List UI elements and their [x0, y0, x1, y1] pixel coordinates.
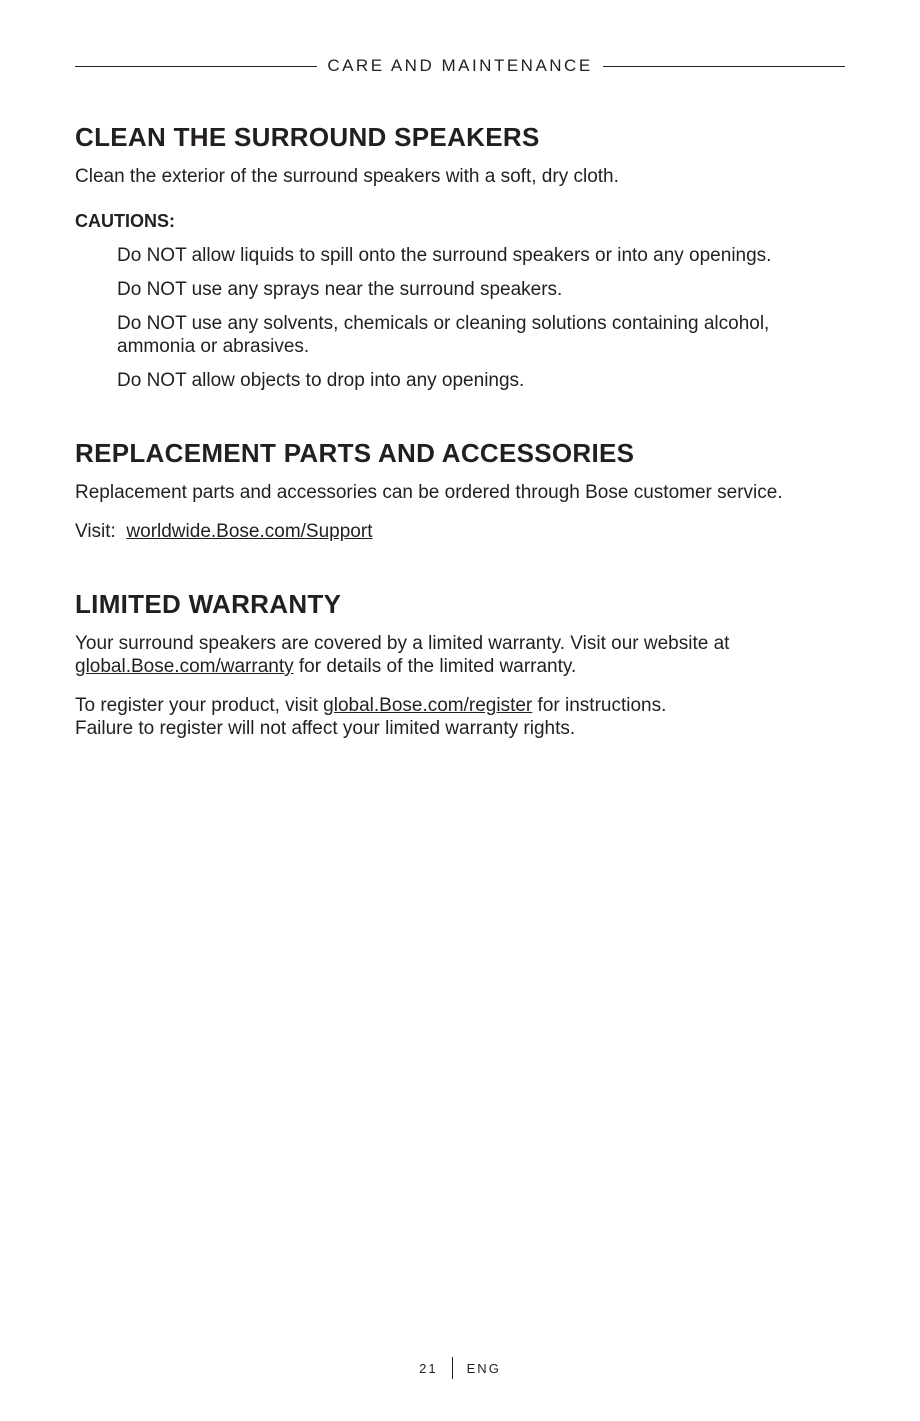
cautions-heading: CAUTIONS: — [75, 211, 175, 231]
replacement-heading: REPLACEMENT PARTS AND ACCESSORIES — [75, 438, 635, 468]
caution-item: Do NOT use any sprays near the surround speakers. — [117, 279, 563, 300]
register-link[interactable]: global.Bose.com/register — [323, 695, 533, 716]
register-text: To register your product, visit — [75, 695, 318, 716]
language-label: ENG — [466, 1360, 501, 1376]
header-title: CARE AND MAINTENANCE — [327, 56, 593, 75]
visit-line — [75, 520, 855, 543]
support-link[interactable]: worldwide.Bose.com/Support — [126, 521, 373, 542]
warranty-text-after: for details of the limited warranty. — [298, 656, 577, 677]
section-header — [75, 54, 845, 78]
footer-divider — [452, 1357, 453, 1379]
caution-item: Do NOT allow objects to drop into any openings. — [117, 370, 525, 391]
register-text-after: for instructions. — [537, 695, 667, 716]
page-footer — [0, 1356, 920, 1380]
header-rule-right — [603, 66, 845, 67]
caution-item: Do NOT use any solvents, chemicals or cleaning solutions containing alcohol, ammonia or abrasives. — [117, 313, 770, 357]
clean-body: Clean the exterior of the surround speakers with a soft, dry cloth. — [75, 166, 619, 187]
header-rule-left — [75, 66, 317, 67]
warranty-text: Your surround speakers are covered by a limited warranty. Visit our website at — [75, 633, 730, 654]
page-content — [75, 118, 855, 740]
replacement-body: Replacement parts and accessories can be ordered through Bose customer service. — [75, 482, 783, 503]
warranty-paragraph-1 — [75, 632, 855, 678]
clean-heading: CLEAN THE SURROUND SPEAKERS — [75, 122, 540, 152]
visit-label: Visit: — [75, 521, 116, 542]
warranty-link[interactable]: global.Bose.com/warranty — [75, 656, 294, 677]
warranty-paragraph-2 — [75, 694, 855, 740]
page-number: 21 — [419, 1360, 438, 1376]
warranty-heading: LIMITED WARRANTY — [75, 589, 342, 619]
caution-item: Do NOT allow liquids to spill onto the surround speakers or into any openings. — [117, 245, 772, 266]
register-note: Failure to register will not affect your limited warranty rights. — [75, 718, 576, 739]
